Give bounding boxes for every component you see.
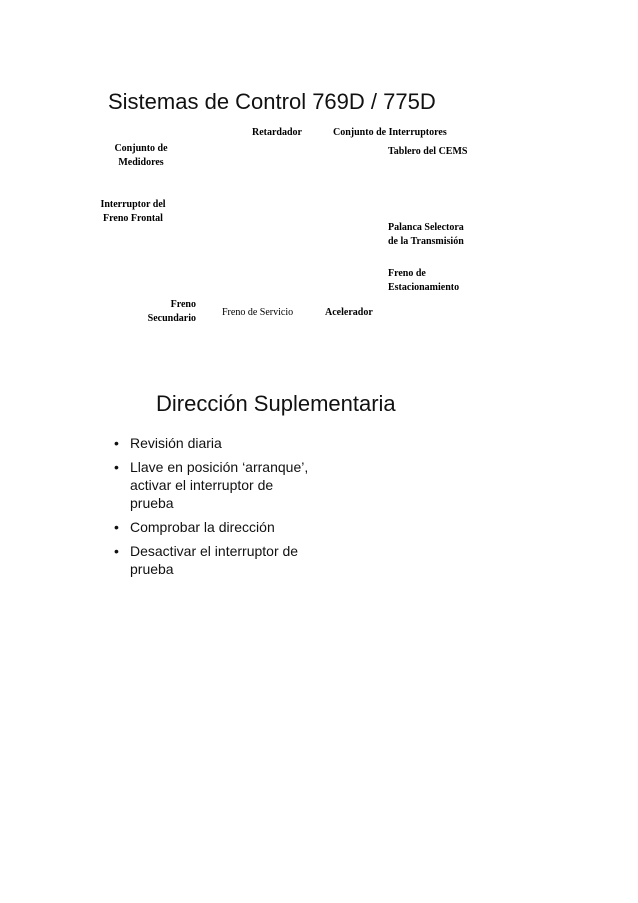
list-item-text: Revisión diaria xyxy=(130,435,222,451)
diagram-label-conjunto-medidores: Conjunto de Medidores xyxy=(114,143,168,168)
diagram-label-acelerador: Acelerador xyxy=(325,307,373,318)
list-item-text: Desactivar el interruptor de prueba xyxy=(130,543,299,577)
list-item xyxy=(112,518,312,536)
list-item-text: Llave en posición ‘arranque’, activar el interruptor de prueba xyxy=(130,459,309,511)
list-item xyxy=(112,434,312,452)
bullet-icon: • xyxy=(114,435,119,451)
diagram-label-interruptor-freno-frontal: Interruptor del Freno Frontal xyxy=(100,199,166,224)
diagram-label-freno-estacionamiento: Freno de Estacionamiento xyxy=(388,268,460,293)
diagram-label-freno-secundario: Freno Secundario xyxy=(147,299,196,324)
bullet-list xyxy=(112,434,312,584)
diagram-label-palanca-selectora: Palanca Selectora de la Transmisión xyxy=(388,222,464,247)
diagram-label-conjunto-interruptores: Conjunto de Interruptores xyxy=(333,127,447,138)
diagram-label-tablero-cems: Tablero del CEMS xyxy=(388,146,468,157)
bullet-icon: • xyxy=(114,519,119,535)
bullet-icon: • xyxy=(114,459,119,475)
bullet-icon: • xyxy=(114,543,119,559)
list-item xyxy=(112,458,312,512)
list-item xyxy=(112,542,312,578)
diagram-label-freno-servicio: Freno de Servicio xyxy=(222,307,294,318)
section-title-direccion-suplementaria: Dirección Suplementaria xyxy=(156,391,396,416)
section-title-control-systems: Sistemas de Control 769D / 775D xyxy=(108,89,436,114)
diagram-label-retardador: Retardador xyxy=(252,127,302,138)
list-item-text: Comprobar la dirección xyxy=(130,519,275,535)
